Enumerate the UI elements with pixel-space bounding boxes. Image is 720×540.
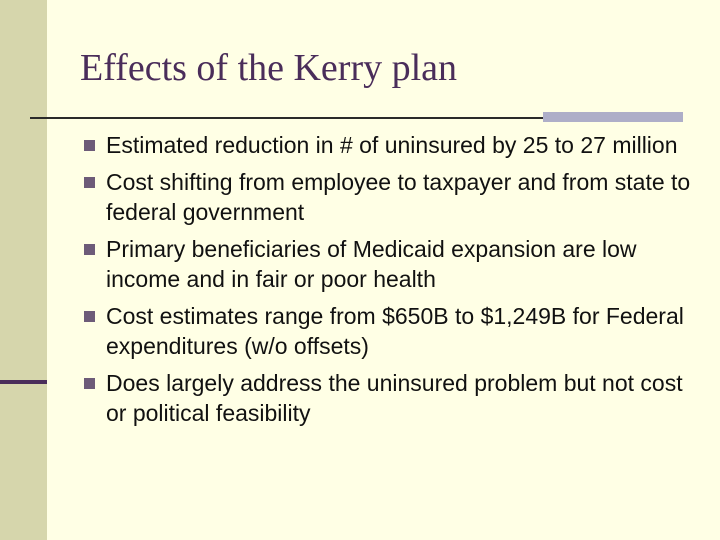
bullet-item — [82, 301, 702, 361]
left-accent-bar — [0, 380, 47, 384]
bullet-item — [82, 368, 702, 428]
left-decorative-band — [0, 0, 47, 540]
bullet-text: Cost shifting from employee to taxpayer and from state to federal government — [106, 169, 691, 225]
bullet-text: Primary beneficiaries of Medicaid expansion are low income and in fair or poor health — [106, 236, 637, 292]
bullet-item — [82, 167, 702, 227]
title-underline — [30, 117, 543, 119]
square-bullet-icon — [84, 378, 95, 389]
bullet-item — [82, 234, 702, 294]
bullet-text: Estimated reduction in # of uninsured by 25 to 27 million — [106, 132, 678, 158]
title-underline-accent — [543, 112, 683, 122]
square-bullet-icon — [84, 140, 95, 151]
square-bullet-icon — [84, 177, 95, 188]
bullet-text: Does largely address the uninsured problem but not cost or political feasibility — [106, 370, 683, 426]
bullet-list — [82, 130, 702, 435]
square-bullet-icon — [84, 244, 95, 255]
slide-title: Effects of the Kerry plan — [80, 47, 458, 89]
bullet-item — [82, 130, 702, 160]
bullet-text: Cost estimates range from $650B to $1,249B for Federal expenditures (w/o offsets) — [106, 303, 684, 359]
square-bullet-icon — [84, 311, 95, 322]
